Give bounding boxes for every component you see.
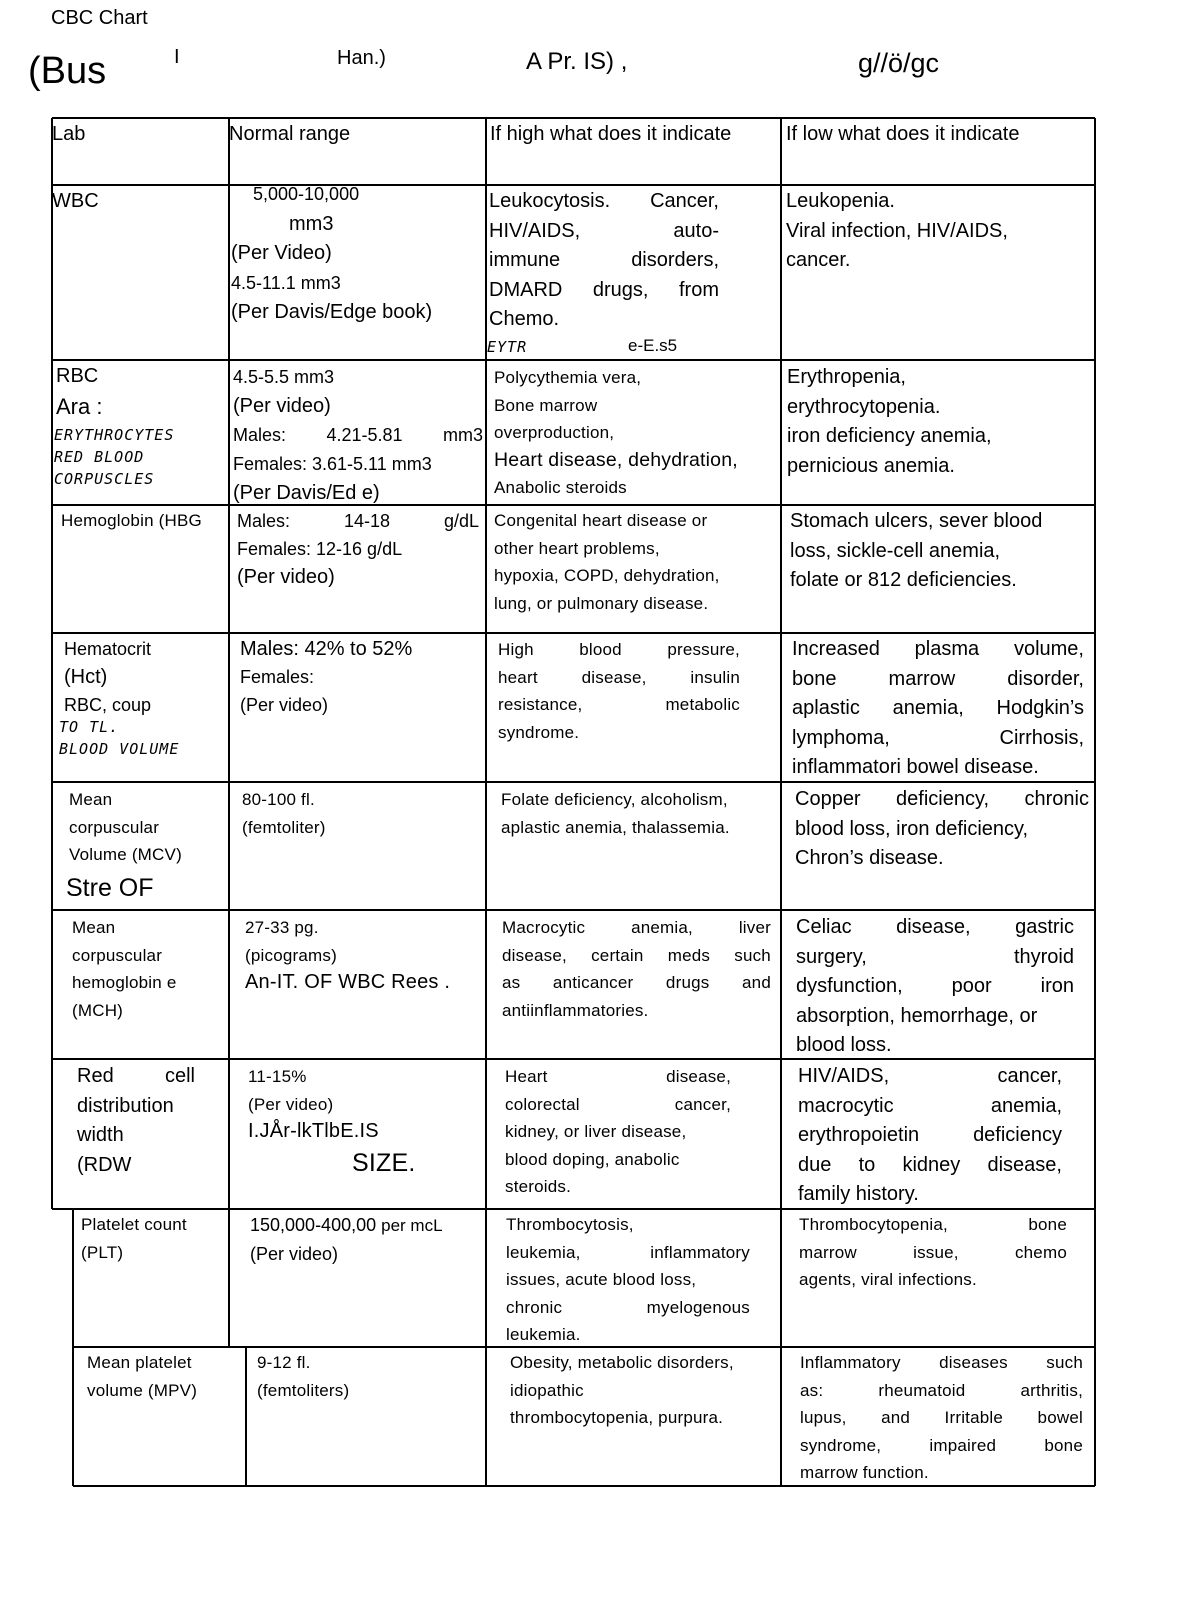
mpv-normal: 9-12 fl. (femtoliters) <box>257 1353 350 1400</box>
rbc-normal: 4.5-5.5 mm3 (Per video) Males: 4.21-5.81 mm3 Females: 3.61-5.11 mm3 (Per Davis/Ed e) <box>233 367 483 504</box>
mch-low: Celiac disease, gastric surgery, thyroid dysfunction, poor iron absorption, hemorrhage, or blood loss. <box>796 916 1074 1056</box>
plt-normal: 150,000-400,00 per mcL (Per video) <box>250 1215 443 1264</box>
handwritten-header-bus: (Bus <box>28 50 107 92</box>
hct-low: Increased plasma volume, bone marrow disorder, aplastic anemia, Hodgkin’s lymphoma, Cirrhosis, inflammatori bowel disease. <box>792 638 1084 778</box>
plt-low: Thrombocytopenia, bone marrow issue, chemo agents, viral infections. <box>799 1215 1067 1289</box>
wbc-normal: 5,000-10,000 mm3 (Per Video) 4.5-11.1 mm3 (Per Davis/Edge book) <box>231 184 433 323</box>
mpv-lab: Mean platelet volume (MPV) <box>87 1353 198 1400</box>
rdw-high: Heart disease, colorectal cancer, kidney, or liver disease, blood doping, anabolic steroids. <box>505 1067 731 1196</box>
col-header-normal-range: Normal range <box>229 123 351 145</box>
hgb-low: Stomach ulcers, sever blood loss, sickle-cell anemia, folate or 812 deficiencies. <box>790 510 1043 591</box>
handwritten-header-han: Han.) <box>337 47 386 69</box>
col-header-low: If low what does it indicate <box>786 123 1020 145</box>
mcv-handwritten-note: Stre OF <box>66 874 154 902</box>
hct-high: High blood pressure, heart disease, insulin resistance, metabolic syndrome. <box>498 640 740 742</box>
mcv-high: Folate deficiency, alcoholism, aplastic anemia, thalassemia. <box>501 790 730 837</box>
handwritten-header-ggc: g//ö/gc <box>858 48 940 78</box>
col-header-lab: Lab <box>52 123 86 145</box>
wbc-low: Leukopenia. Viral infection, HIV/AIDS, cancer. <box>786 190 1008 271</box>
mch-normal: 27-33 pg. (picograms) An-IT. OF WBC Rees . <box>245 918 451 993</box>
hgb-normal: Males: 14-18 g/dL Females: 12-16 g/dL (Per video) <box>237 511 479 588</box>
mpv-high: Obesity, metabolic disorders, idiopathic thrombocytopenia, purpura. <box>510 1353 734 1427</box>
mcv-low: Copper deficiency, chronic blood loss, iron deficiency, Chron’s disease. <box>795 788 1089 869</box>
rbc-lab: RBC Ara : <box>56 365 103 419</box>
mcv-lab: Mean corpuscular Volume (MCV) <box>69 790 182 864</box>
mcv-normal: 80-100 fl. (femtoliter) <box>242 790 326 837</box>
wbc-handwritten-note-b: e-E.s5 <box>628 336 678 355</box>
hct-handwritten-note: TO TL. BLOOD VOLUME <box>59 718 180 758</box>
handwritten-header-mark: I <box>174 46 180 68</box>
rdw-low: HIV/AIDS, cancer, macrocytic anemia, erythropoietin deficiency due to kidney disease, family history. <box>798 1065 1062 1205</box>
mch-lab: Mean corpuscular hemoglobin e (MCH) <box>72 918 177 1020</box>
hct-normal: Males: 42% to 52% Females: (Per video) <box>240 638 413 715</box>
mpv-low: Inflammatory diseases such as: rheumatoid arthritis, lupus, and Irritable bowel syndrome, impaired bone marrow function. <box>800 1353 1083 1482</box>
wbc-high: Leukocytosis. Cancer, HIV/AIDS, auto- immune disorders, DMARD drugs, from Chemo. <box>489 190 719 330</box>
hct-lab: Hematocrit (Hct) RBC, coup <box>64 639 152 715</box>
rbc-high: Polycythemia vera, Bone marrow overproduction, Heart disease, dehydration, Anabolic steroids <box>494 368 738 497</box>
hgb-lab: Hemoglobin (HBG <box>61 511 202 530</box>
mch-high: Macrocytic anemia, liver disease, certain meds such as anticancer drugs and antiinflammatories. <box>502 918 771 1020</box>
col-header-high: If high what does it indicate <box>490 123 732 145</box>
plt-high: Thrombocytosis, leukemia, inflammatory issues, acute blood loss, chronic myelogenous leukemia. <box>506 1215 750 1344</box>
rdw-lab: Red cell distribution width (RDW <box>77 1065 195 1176</box>
handwritten-header-apr: A Pr. IS) , <box>526 48 628 75</box>
wbc-lab: WBC <box>52 190 99 212</box>
hgb-high: Congenital heart disease or other heart problems, hypoxia, COPD, dehydration, lung, or pulmonary disease. <box>494 511 720 613</box>
page-title: CBC Chart <box>51 7 148 29</box>
plt-lab: Platelet count (PLT) <box>81 1215 187 1262</box>
rdw-normal: 11-15% (Per video) I.JÅr-lkTlbE.IS SIZE. <box>248 1067 416 1177</box>
rbc-low: Erythropenia, erythrocytopenia. iron deficiency anemia, pernicious anemia. <box>787 366 992 477</box>
rbc-handwritten-note: ERYTHROCYTES RED BLOOD CORPUSCLES <box>54 426 175 488</box>
wbc-handwritten-note-a: EYTR <box>487 338 528 356</box>
